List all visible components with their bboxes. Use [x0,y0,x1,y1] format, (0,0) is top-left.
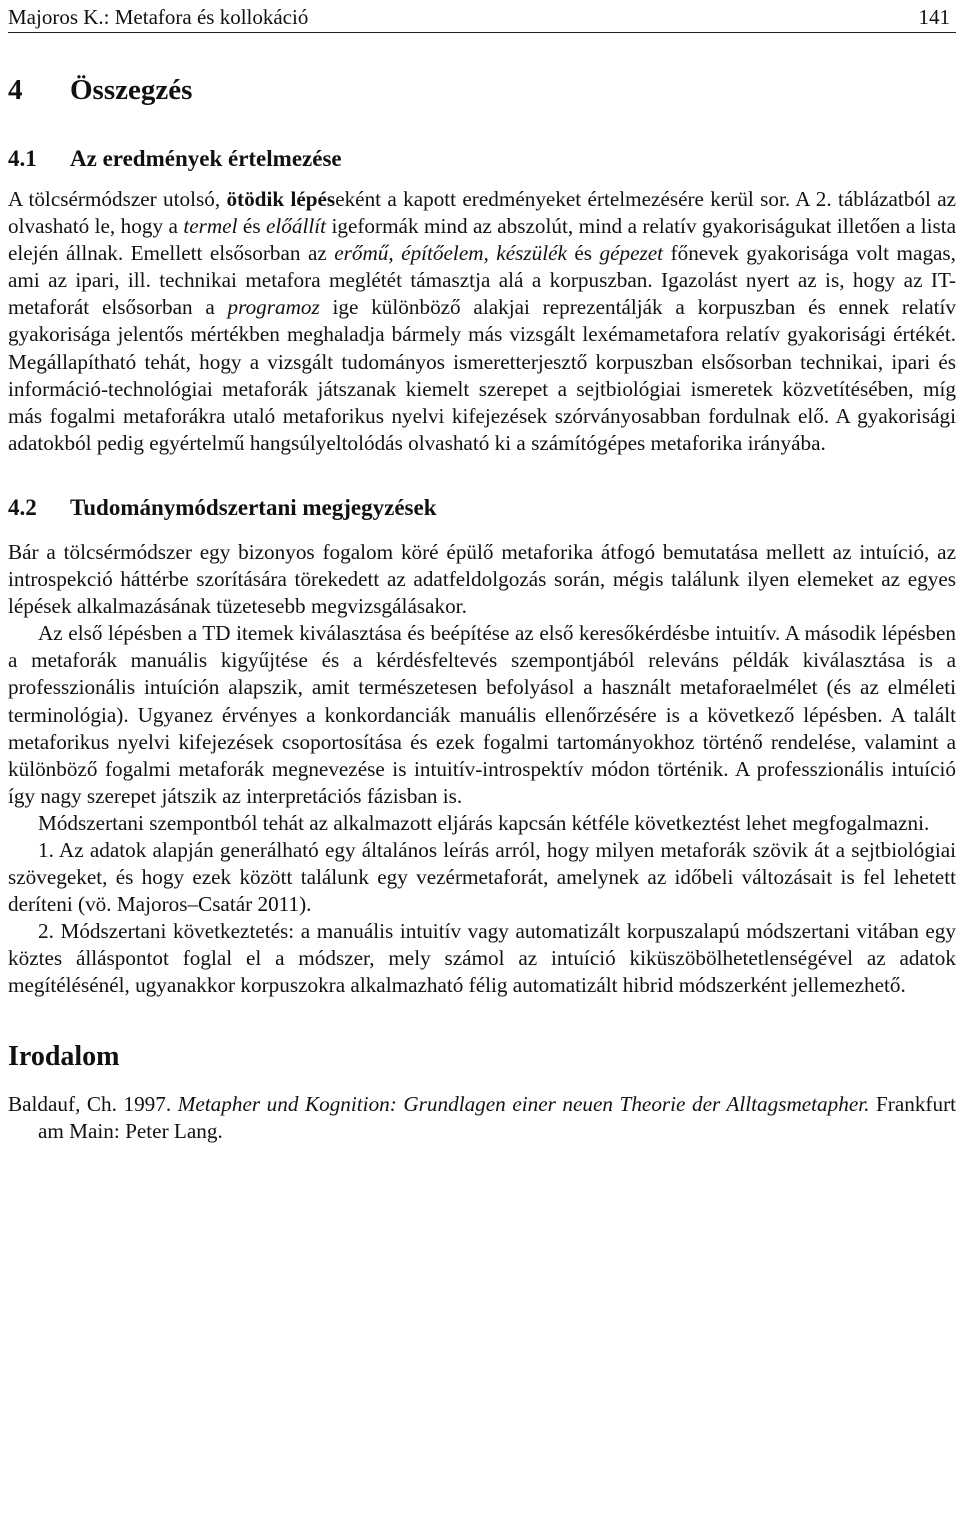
section-heading [8,493,956,523]
reference-item: Baldauf, Ch. 1997. Metapher und Kognition: Grundlagen einer neuen Theorie der Alltagsmetapher. Frankfurt am Main: Peter Lang. [8,1091,957,1143]
chapter-heading [8,72,956,108]
numbered-paragraph: 2. Módszertani következtetés: a manuális intuitív vagy automatizált korpuszalapú módszertani vitában egy köztes álláspontot foglal el a módszer, mely számol az intuíció kiküszöbölhetetlenségével az adatok megítélésénél, ugyanakkor korpuszokra alkalmazható félig automatizált hibrid módszerként jellemezhető. [8,919,956,998]
chapter-number: 4 [8,74,23,106]
running-header [8,2,956,33]
emphasis-bold: ötödik lépés [226,187,336,211]
reference-title: Metapher und Kognition: Grundlagen einer neuen Theorie der Alltagsmetapher. [177,1091,870,1116]
chapter-title: Összegzés [70,74,193,106]
document-page [8,0,956,1145]
section-paragraph: Az első lépésben a TD itemek kiválasztása és beépítése az első keresőkérdésbe intuitív. A második lépésben a metaforák manuális kigyűjtése és a kérdésfeltevés szempontjából releváns példák kiválasztása is a professzionális intuíción alapszik, amit természetesen befolyásol a használt metaforaelmélet (és az elméleti terminológia). Ugyanez érvényes a konkordanciák manuális ellenőrzésére is a következő lépésben. A talált metaforikus nyelvi kifejezések csoportosítása és ezek fogalmi tartományokhoz történő rendelése, valamint a különböző fogalmi metaforák megnevezése is intuitív-introspektív módon történik. A professzionális intuíció így nagy szerepet játszik az interpretációs fázisban is. [8,621,956,808]
section-heading [8,144,956,174]
section-paragraph: Módszertani szempontból tehát az alkalmazott eljárás kapcsán kétféle következtést lehet megfogalmazni. [38,810,930,835]
term-italic: programoz [227,295,320,320]
numbered-paragraph: 1. Az adatok alapján generálható egy általános leírás arról, hogy milyen metaforák szövik át a sejtbiológiai szövegeket, és hogy ezek között találunk egy vezérmetaforát, amelynek az időbeli változásait is fel lehetett deríteni (vö. Majoros–Csatár 2011). [8,837,956,917]
page-number: 141 [918,5,950,29]
section-title: Az eredmények értelmezése [70,146,342,171]
term-italic: előállít [266,214,327,239]
term-italic: erőmű, építőelem, készülék [334,241,567,266]
references-heading: Irodalom [8,1040,120,1072]
section-paragraph: A tölcsérmódszer utolsó, ötödik lépéseként a kapott eredményeket értelmezésére kerül sor. A 2. táblázatból az olvasható le, hogy a termel és előállít igeformák mind az abszolút, mind a relatív gyakoriságukat illetően a lista elején állnak. Emellett elsősorban az erőmű, építőelem, készülék és gépezet főnevek gyakorisága volt magas, ami az ipari, ill. technikai metafora meglétét támasztja alá a korpuszban. Igazolást nyert az is, hogy az IT-metaforát elsősorban a programoz ige különböző alakjai reprezentálják a korpuszban és ennek relatív gyakorisága jelentős mértékben meghaladja bármely más vizsgált lexémametafora relatív gyakorisági értékét. Megállapítható tehát, hogy a vizsgált tudományos ismeretterjesztő korpuszban elsősorban technikai, ipari és információ-technológiai metaforák játszanak kiemelt szerepet a sejtbiológiai ismeretek közvetítésében, míg más fogalmi metaforákra utaló metaforikus nyelvi kifejezések szórványosabban fordulnak elő. A gyakorisági adatokból pedig egyértelmű hangsúlyeltolódás olvasható ki a számítógépes metaforika irányába. [8,187,957,455]
running-title: Majoros K.: Metafora és kollokáció [8,5,309,29]
section-number: 4.1 [8,146,37,171]
term-italic: gépezet [599,241,664,266]
term-italic: termel [183,214,238,239]
section-paragraph: Bár a tölcsérmódszer egy bizonyos fogalom köré épülő metaforika átfogó bemutatása mellett az intuíció, az introspekció háttérbe szorítására törekedett az adatfeldolgozás során, mégis találunk ilyen elemeket az egyes lépések alkalmazásának tüzetesebb megvizsgálásakor. [8,539,956,619]
section-title: Tudománymódszertani megjegyzések [70,494,437,520]
section-number: 4.2 [8,494,37,520]
